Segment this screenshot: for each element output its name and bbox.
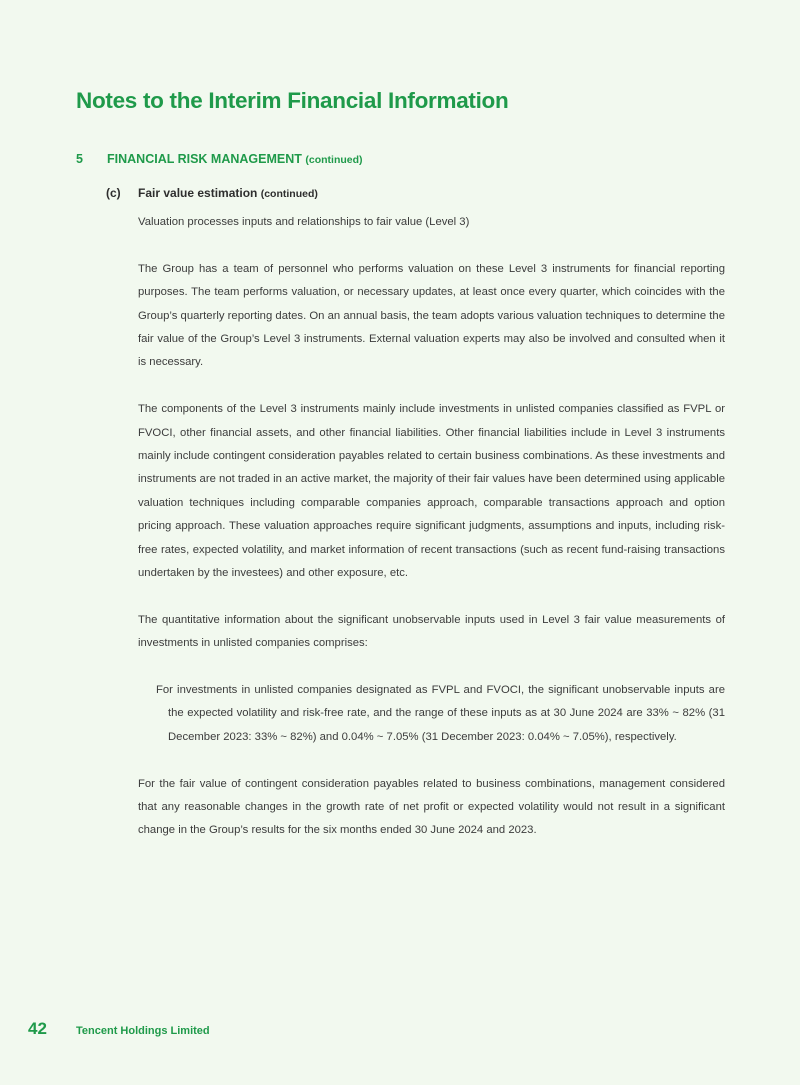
subsection-letter: (c) — [106, 186, 121, 200]
subsection-continued: (continued) — [260, 188, 318, 200]
paragraph-contingent-consideration: For the fair value of contingent consideration payables related to business combinations, management considered that any reasonable changes in the growth rate of net profit or expected volatility would not result in a significant change in the Group’s results for the six months ended 30 June 2024 and 2023. — [138, 777, 725, 837]
subsection-title: Fair value estimation — [138, 186, 258, 200]
section-continued: (continued) — [305, 154, 363, 166]
body-text — [138, 211, 725, 866]
paragraph-unobservable-inputs: For investments in unlisted companies designated as FVPL and FVOCI, the significant unobservable inputs are the expected volatility and risk-free rate, and the range of these inputs as at 30 June 2024 are 33% ~ 82% (31 December 2023: 33% ~ 82%) and 0.04% ~ 7.05% (31 December 2023: 0.04% ~ 7.05%), respectively. — [156, 684, 725, 743]
page-number: 42 — [28, 1019, 47, 1038]
paragraph-level3-components: The components of the Level 3 instruments mainly include investments in unlisted companies classified as FVPL or FVOCI, other financial assets, and other financial liabilities. Other financial liabilities include in Level 3 instruments mainly include contingent consideration payables related to certain business combinations. As these investments and instruments are not traded in an active market, the majority of their fair values have been determined using applicable valuation techniques including comparable companies approach, comparable transactions approach and option pricing approach. These valuation approaches require significant judgments, assumptions and inputs, including risk-free rates, expected volatility, and market information of recent transactions (such as recent fund-raising transactions undertaken by the investees) and other exposure, etc. — [138, 403, 725, 580]
section-heading — [76, 152, 363, 166]
paragraph-quantitative-info: The quantitative information about the significant unobservable inputs used in Level 3 fair value measurements of investments in unlisted companies comprises: — [138, 613, 725, 650]
page-title: Notes to the Interim Financial Information — [76, 88, 509, 113]
paragraph-subtitle: Valuation processes inputs and relationships to fair value (Level 3) — [138, 216, 470, 228]
section-title: FINANCIAL RISK MANAGEMENT — [107, 152, 302, 166]
subsection-heading — [106, 186, 318, 200]
paragraph-valuation-team: The Group has a team of personnel who performs valuation on these Level 3 instruments for financial reporting purposes. The team performs valuation, or necessary updates, at least once every quarter, which coincides with the Group’s quarterly reporting dates. On an annual basis, the team adopts various valuation techniques to determine the fair value of the Group’s Level 3 instruments. External valuation experts may also be involved and consulted when it is necessary. — [138, 262, 725, 369]
company-name: Tencent Holdings Limited — [76, 1025, 210, 1037]
section-number: 5 — [76, 152, 83, 166]
footer — [28, 1019, 210, 1039]
